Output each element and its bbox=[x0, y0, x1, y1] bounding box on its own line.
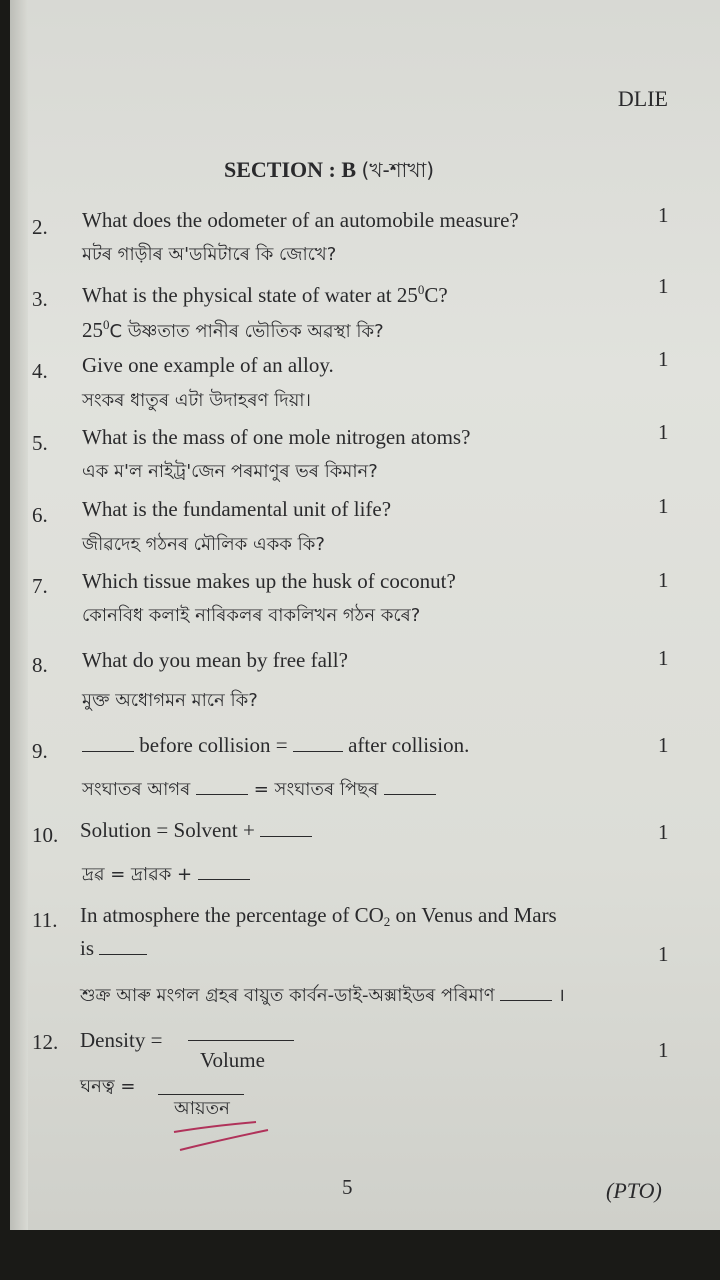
question-number: 9. bbox=[32, 739, 48, 763]
page-number: 5 bbox=[342, 1175, 353, 1199]
question-mark: 1 bbox=[658, 942, 669, 966]
answer-blank bbox=[198, 863, 250, 880]
answer-blank bbox=[99, 938, 147, 955]
fraction-line bbox=[188, 1040, 294, 1041]
question-mark: 1 bbox=[658, 274, 669, 298]
fraction-denominator: Volume bbox=[200, 1048, 265, 1072]
question-text-asm: দ্ৰৱ = দ্ৰাৱক + bbox=[82, 863, 250, 884]
please-turn-over: (PTO) bbox=[606, 1178, 662, 1203]
answer-blank bbox=[500, 984, 552, 1001]
question-text-en: What does the odometer of an automobile measure? bbox=[82, 208, 519, 232]
answer-blank bbox=[196, 778, 248, 795]
question-mark: 1 bbox=[658, 347, 669, 371]
question-text-asm: সংঘাতৰ আগৰ = সংঘাতৰ পিছৰ bbox=[82, 778, 436, 799]
question-mark: 1 bbox=[658, 646, 669, 670]
question-number: 2. bbox=[32, 215, 48, 239]
question-text-en: What is the physical state of water at $25^0C$? bbox=[82, 282, 448, 307]
question-text-en: before collision = after collision. bbox=[82, 735, 469, 756]
question-text-en: Give one example of an alloy. bbox=[82, 353, 334, 377]
question-number: 4. bbox=[32, 359, 48, 383]
question-mark: 1 bbox=[658, 203, 669, 227]
question-text-en: Density = bbox=[80, 1028, 163, 1052]
question-number: 11. bbox=[32, 908, 58, 932]
question-mark: 1 bbox=[658, 420, 669, 444]
question-text-asm: মটৰ গাড়ীৰ অ'ডমিটাৰে কি জোখে? bbox=[82, 244, 337, 265]
question-text-asm: শুক্ৰ আৰু মংগল গ্ৰহৰ বায়ুত কাৰ্বন-ডাই-অক্সাইডৰ পৰিমাণ । bbox=[80, 985, 565, 1006]
question-number: 8. bbox=[32, 653, 48, 677]
question-number: 7. bbox=[32, 574, 48, 598]
question-text-asm: এক ম'ল নাইট্ৰ'জেন পৰমাণুৰ ভৰ কিমান? bbox=[82, 461, 378, 482]
paper-code: DLIE bbox=[617, 86, 668, 111]
fraction-denominator-asm: আয়তন bbox=[174, 1098, 230, 1119]
question-text-asm: $25^0C$ উষ্ণতাত পানীৰ ভৌতিক অৱস্থা কি? bbox=[82, 317, 384, 342]
question-number: 6. bbox=[32, 503, 48, 527]
question-text-asm: ঘনত্ব = bbox=[80, 1076, 136, 1097]
answer-blank bbox=[82, 735, 134, 752]
question-text-en: Which tissue makes up the husk of coconut? bbox=[82, 569, 456, 593]
question-text-asm: জীৱদেহ গঠনৰ মৌলিক একক কি? bbox=[82, 534, 325, 555]
question-text-en-line2: is bbox=[80, 938, 147, 959]
question-text-en: Solution = Solvent + bbox=[80, 820, 312, 841]
question-number: 10. bbox=[32, 823, 59, 847]
section-title bbox=[224, 156, 434, 189]
question-text-en: What is the fundamental unit of life? bbox=[82, 497, 392, 521]
paper-fold bbox=[10, 0, 28, 1230]
question-mark: 1 bbox=[658, 568, 669, 592]
question-number: 5. bbox=[32, 431, 48, 455]
question-text-asm: সংকৰ ধাতুৰ এটা উদাহৰণ দিয়া। bbox=[82, 390, 311, 411]
fraction-line bbox=[158, 1094, 244, 1095]
answer-blank bbox=[293, 735, 343, 752]
question-text-en: In atmosphere the percentage of $CO_2$ on Venus and Mars bbox=[80, 903, 557, 929]
question-number: 12. bbox=[32, 1030, 59, 1054]
section-title-asm: (খ-শাখা) bbox=[361, 158, 435, 182]
question-number: 3. bbox=[32, 287, 48, 311]
answer-blank bbox=[260, 820, 312, 837]
question-text-asm: মুক্ত অধোগমন মানে কি? bbox=[82, 690, 258, 711]
section-title-en: SECTION : B bbox=[224, 157, 357, 182]
answer-blank bbox=[384, 778, 436, 795]
question-mark: 1 bbox=[658, 1038, 669, 1062]
pen-underline-scribble bbox=[170, 1118, 280, 1158]
question-mark: 1 bbox=[658, 820, 669, 844]
question-mark: 1 bbox=[658, 733, 669, 757]
question-text-en: What is the mass of one mole nitrogen atoms? bbox=[82, 425, 471, 449]
question-text-asm: কোনবিধ কলাই নাৰিকলৰ বাকলিখন গঠন কৰে? bbox=[82, 605, 421, 626]
question-mark: 1 bbox=[658, 494, 669, 518]
question-text-en: What do you mean by free fall? bbox=[82, 648, 348, 672]
